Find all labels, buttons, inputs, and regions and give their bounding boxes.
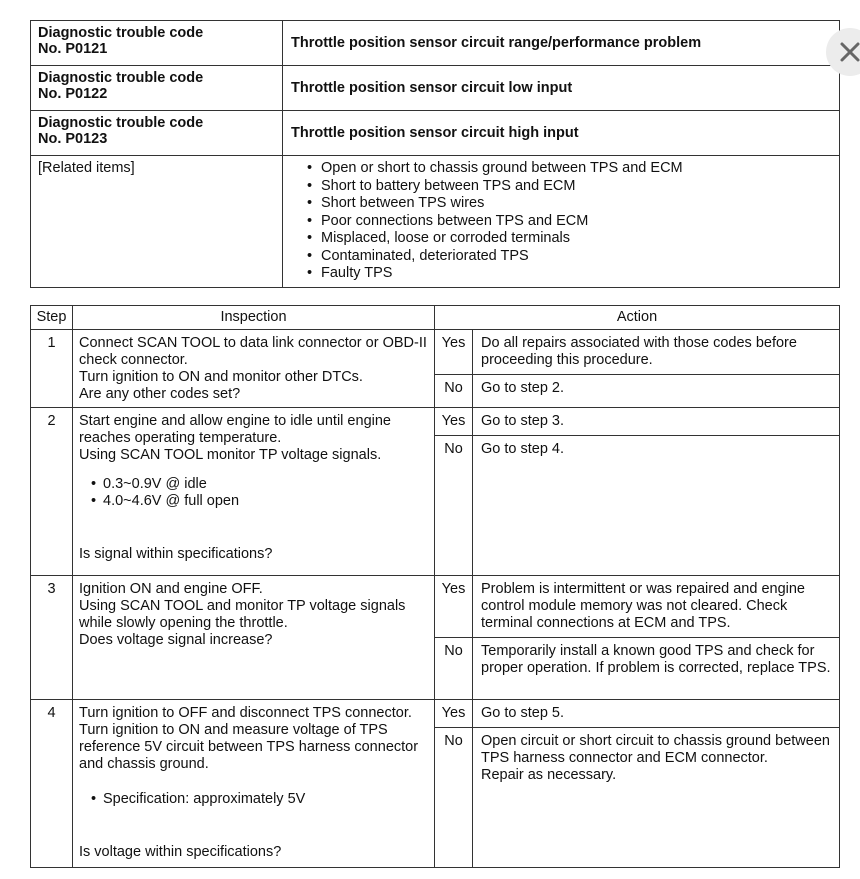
dtc-code-cell (31, 66, 283, 111)
related-item: • Short to battery between TPS and ECM (307, 178, 839, 196)
step-table (30, 305, 840, 868)
related-items-row (31, 156, 840, 288)
header-inspection: Inspection (73, 306, 435, 330)
step-number: 1 (31, 330, 73, 408)
yes-action: Go to step 5. (473, 700, 840, 728)
inspection-text: Turn ignition to ON and measure voltage of TPS reference 5V circuit between TPS harness connector and chassis ground. (79, 722, 419, 772)
no-label: No (435, 375, 473, 408)
related-items-list (307, 160, 839, 283)
step-row (31, 330, 840, 375)
no-action: Go to step 2. (473, 375, 840, 408)
related-item: • Misplaced, loose or corroded terminals (307, 230, 839, 248)
yes-label: Yes (435, 408, 473, 436)
dtc-row (31, 66, 840, 111)
close-icon (836, 38, 860, 66)
step-row (31, 576, 840, 638)
spec-item: • Specification: approximately 5V (91, 791, 428, 808)
step-inspection (73, 576, 435, 700)
dtc-label: Diagnostic trouble code (38, 70, 204, 86)
inspection-question: Is voltage within specifications? (79, 844, 282, 860)
dtc-row (31, 21, 840, 66)
spec-item: • 4.0~4.6V @ full open (91, 493, 428, 510)
no-action: Temporarily install a known good TPS and check for proper operation. If problem is corrected, replace TPS. (473, 638, 840, 700)
dtc-number: No. P0121 (38, 41, 108, 57)
dtc-code-cell (31, 111, 283, 156)
spec-item: • 0.3~0.9V @ idle (91, 476, 428, 493)
related-items-cell (283, 156, 840, 288)
no-action (473, 728, 840, 868)
header-action: Action (435, 306, 840, 330)
inspection-text: Start engine and allow engine to idle until engine reaches operating temperature. (79, 413, 391, 446)
no-label: No (435, 638, 473, 700)
step-row (31, 700, 840, 728)
dtc-description: Throttle position sensor circuit range/performance problem (283, 21, 840, 66)
inspection-text: Using SCAN TOOL and monitor TP voltage signals while slowly opening the throttle. (79, 598, 406, 631)
related-item: • Contaminated, deteriorated TPS (307, 248, 839, 266)
inspection-text: Are any other codes set? (79, 386, 241, 402)
no-action-text: Repair as necessary. (481, 767, 617, 783)
yes-action: Do all repairs associated with those codes before proceeding this procedure. (473, 330, 840, 375)
related-item: • Open or short to chassis ground between TPS and ECM (307, 160, 839, 178)
header-step: Step (31, 306, 73, 330)
dtc-table (30, 20, 840, 288)
yes-label: Yes (435, 700, 473, 728)
step-number: 2 (31, 408, 73, 576)
spec-list (79, 476, 428, 510)
inspection-text: Does voltage signal increase? (79, 632, 273, 648)
yes-label: Yes (435, 330, 473, 375)
inspection-text: Connect SCAN TOOL to data link connector or OBD-II check connector. (79, 335, 427, 368)
dtc-number: No. P0123 (38, 131, 108, 147)
dtc-description: Throttle position sensor circuit low input (283, 66, 840, 111)
step-inspection (73, 700, 435, 868)
inspection-text: Turn ignition to ON and monitor other DTCs. (79, 369, 363, 385)
dtc-label: Diagnostic trouble code (38, 25, 204, 41)
no-label: No (435, 728, 473, 868)
dtc-code-cell (31, 21, 283, 66)
dtc-description: Throttle position sensor circuit high input (283, 111, 840, 156)
related-item: • Faulty TPS (307, 265, 839, 283)
step-inspection (73, 330, 435, 408)
step-number: 4 (31, 700, 73, 868)
inspection-text: Turn ignition to OFF and disconnect TPS connector. (79, 705, 412, 721)
no-action: Go to step 4. (473, 436, 840, 576)
related-item: • Poor connections between TPS and ECM (307, 213, 839, 231)
related-items-label: [Related items] (31, 156, 283, 288)
yes-label: Yes (435, 576, 473, 638)
step-table-header (31, 306, 840, 330)
step-row (31, 408, 840, 436)
step-number: 3 (31, 576, 73, 700)
no-action-text: Open circuit or short circuit to chassis ground between TPS harness connector and ECM connector. (481, 733, 830, 766)
inspection-text: Using SCAN TOOL monitor TP voltage signals. (79, 447, 382, 463)
related-item: • Short between TPS wires (307, 195, 839, 213)
dtc-label: Diagnostic trouble code (38, 115, 204, 131)
no-label: No (435, 436, 473, 576)
step-inspection (73, 408, 435, 576)
yes-action: Go to step 3. (473, 408, 840, 436)
dtc-row (31, 111, 840, 156)
yes-action: Problem is intermittent or was repaired and engine control module memory was not cleared. Check terminal connections at ECM and TPS. (473, 576, 840, 638)
spec-list (79, 791, 428, 808)
dtc-number: No. P0122 (38, 86, 108, 102)
inspection-question: Is signal within specifications? (79, 546, 273, 562)
inspection-text: Ignition ON and engine OFF. (79, 581, 263, 597)
